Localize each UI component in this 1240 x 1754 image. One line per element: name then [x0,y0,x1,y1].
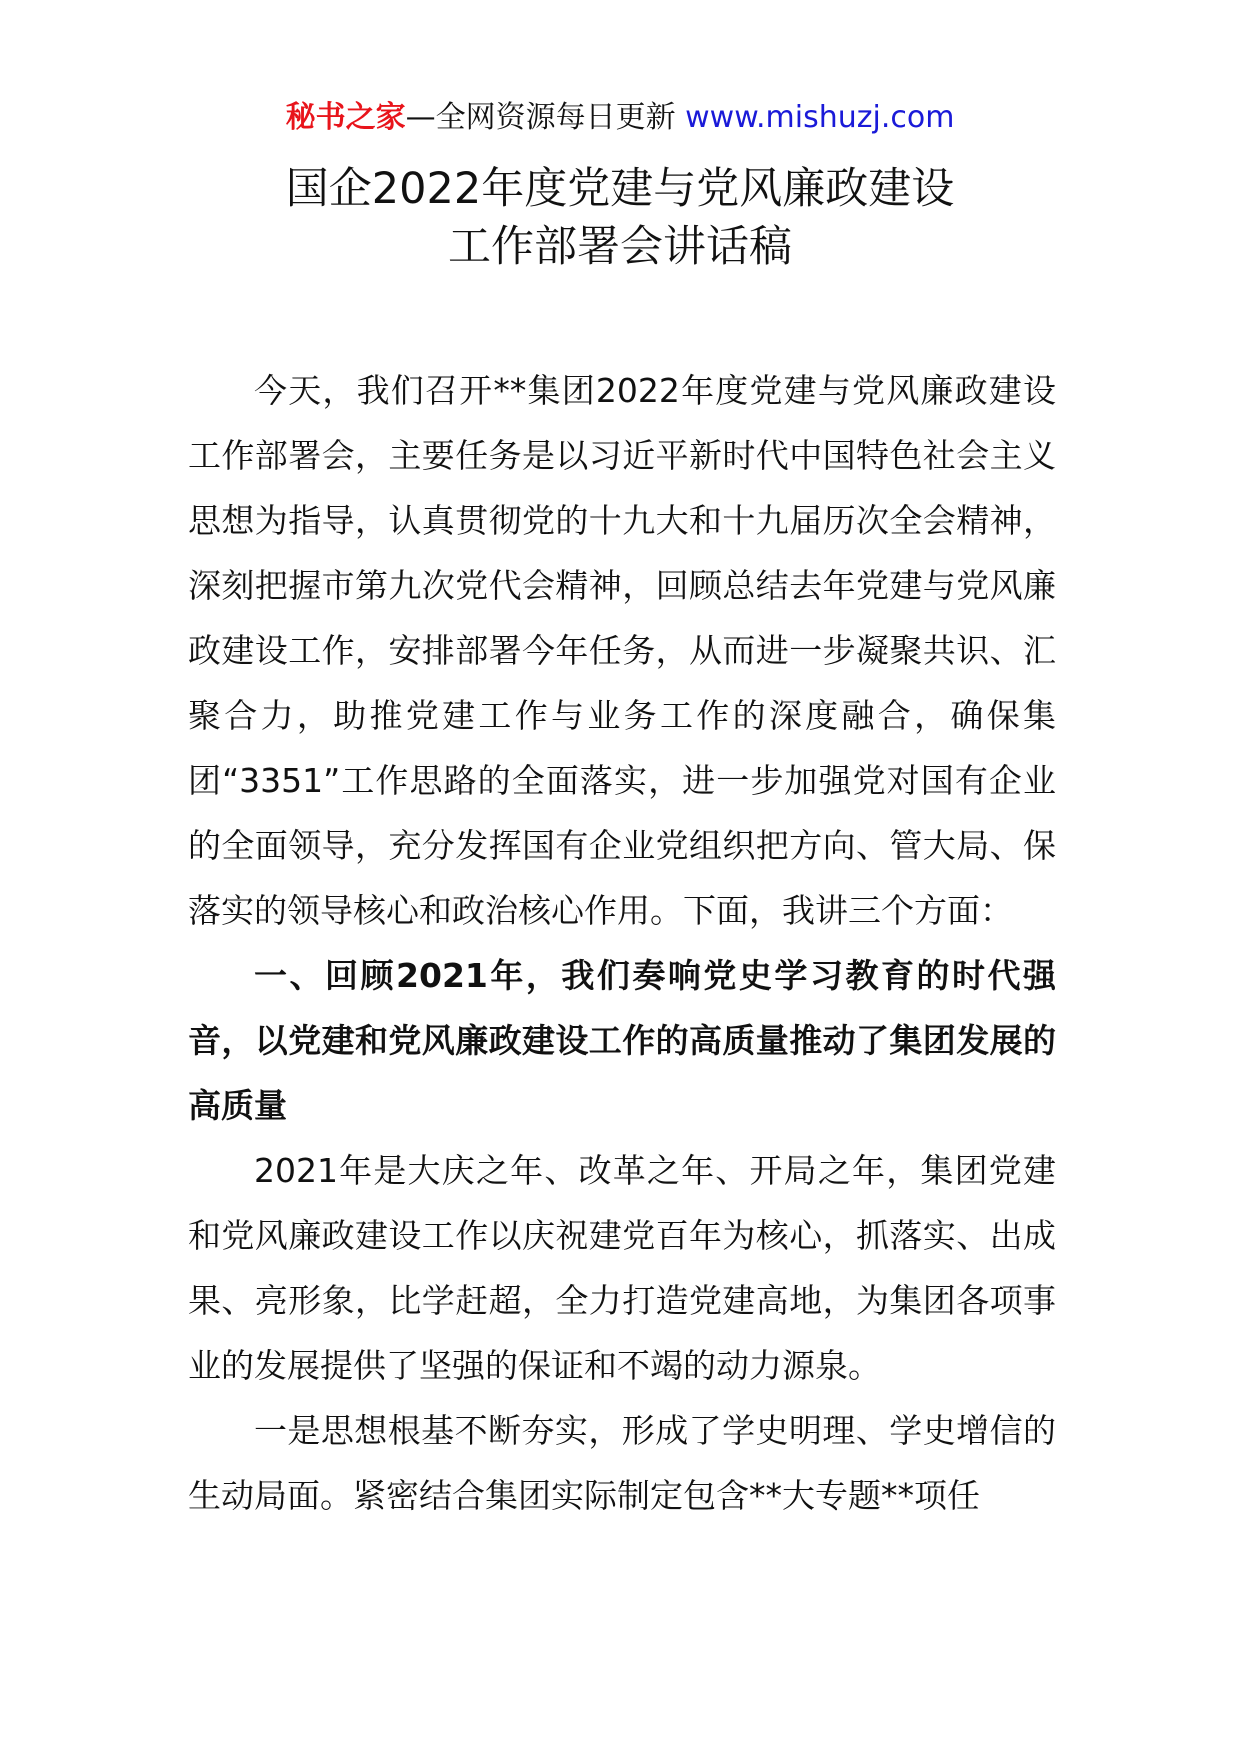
title-line-1: 国企2022年度党建与党风廉政建设 [285,164,955,214]
section-heading-1: 一、回顾2021年，我们奏响党史学习教育的时代强音，以党建和党风廉政建设工作的高质量推动了集团发展的高质量 [188,956,1056,1125]
document-body [188,358,1056,1528]
paragraph-2021-overview: 2021年是大庆之年、改革之年、开局之年，集团党建和党风廉政建设工作以庆祝建党百年为核心，抓落实、出成果、亮形象，比学赶超，全力打造党建高地，为集团各项事业的发展提供了坚强的保证和不竭的动力源泉。 [188,1151,1056,1385]
site-url[interactable]: www.mishuzj.com [685,100,955,135]
document-title [0,160,1240,276]
paragraph-intro: 今天，我们召开**集团2022年度党建与党风廉政建设工作部署会，主要任务是以习近平新时代中国特色社会主义思想为指导，认真贯彻党的十九大和十九届历次全会精神，深刻把握市第九次党代会精神，回顾总结去年党建与党风廉政建设工作，安排部署今年任务，从而进一步凝聚共识、汇聚合力，助推党建工作与业务工作的深度融合，确保集团“3351”工作思路的全面落实，进一步加强党对国有企业的全面领导，充分发挥国有企业党组织把方向、管大局、保落实的领导核心和政治核心作用。下面，我讲三个方面： [188,371,1056,930]
watermark-header [0,98,1240,138]
title-line-2: 工作部署会讲话稿 [448,222,792,272]
header-tagline: —全网资源每日更新 [405,100,686,135]
paragraph-point-1: 一是思想根基不断夯实，形成了学史明理、学史增信的生动局面。紧密结合集团实际制定包含**大专题**项任 [188,1411,1056,1515]
brand-name: 秘书之家 [285,100,406,135]
